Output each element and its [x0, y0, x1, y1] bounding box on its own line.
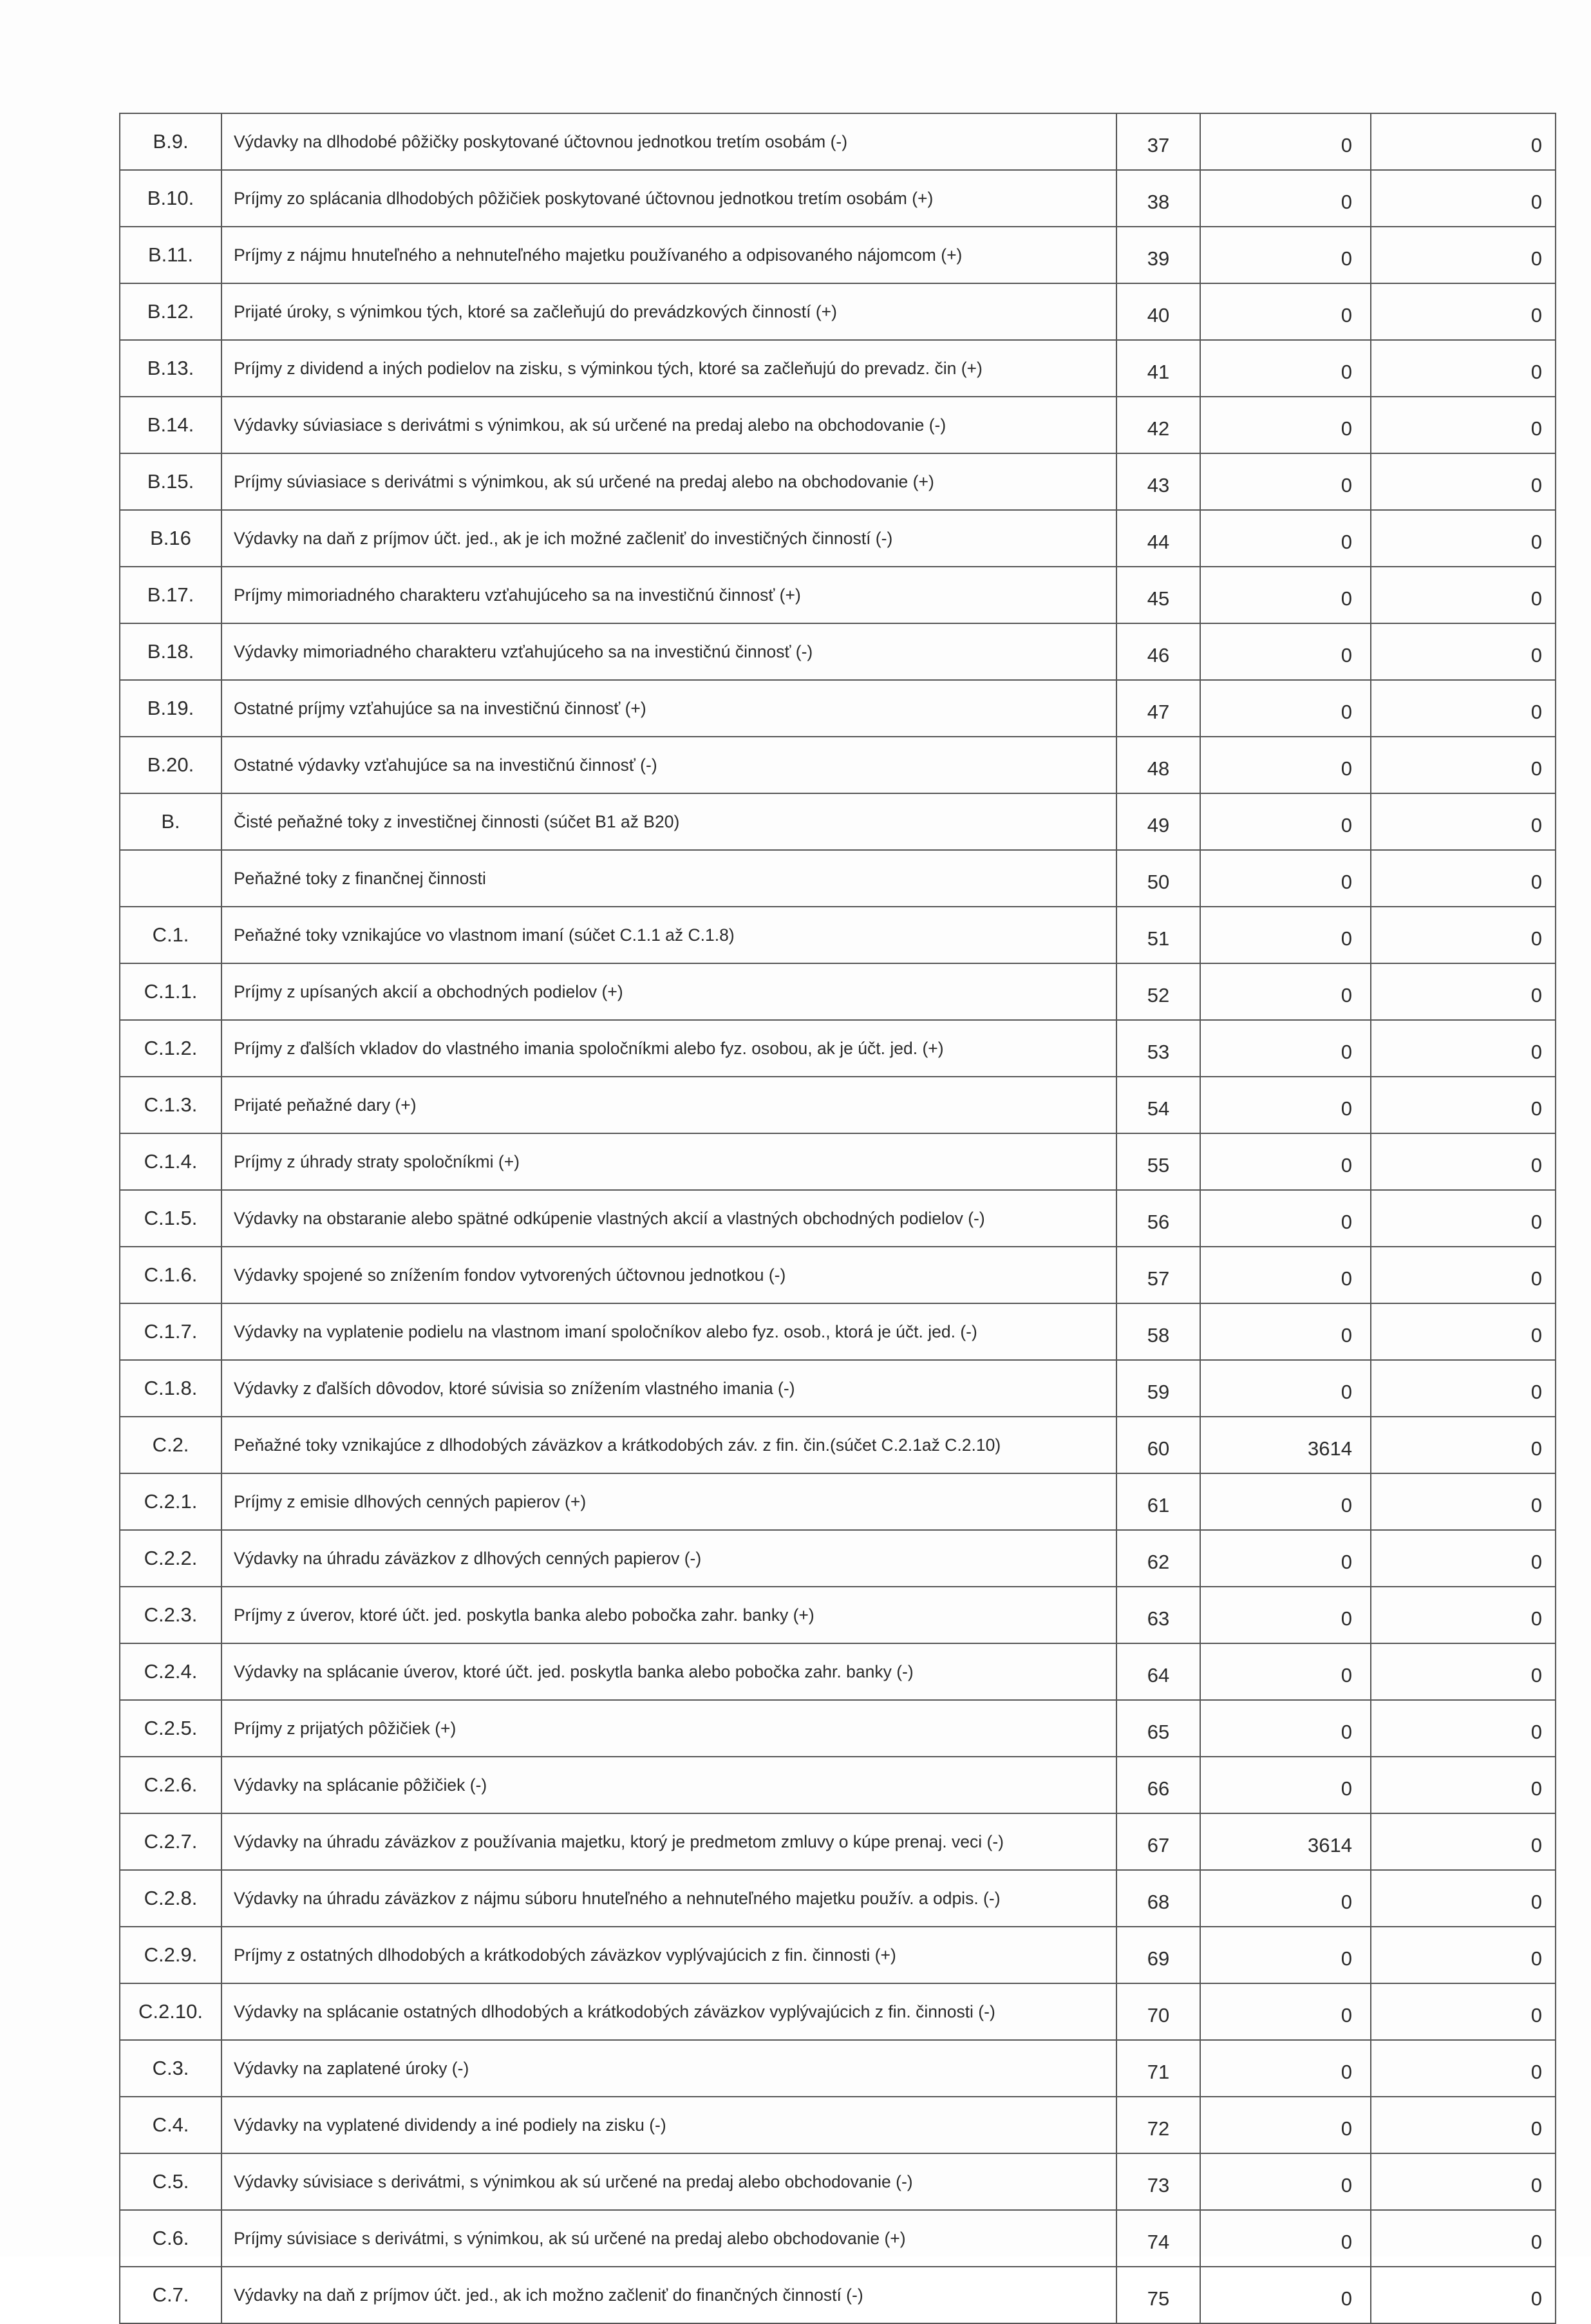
row-previous-period-value: 0 — [1371, 680, 1556, 737]
row-line-number: 41 — [1116, 340, 1200, 397]
row-current-period-value: 0 — [1200, 1247, 1371, 1303]
row-description: Príjmy mimoriadného charakteru vzťahujúceho sa na investičnú činnosť (+) — [221, 567, 1116, 623]
row-code: B.20. — [120, 737, 221, 793]
row-description: Výdavky z ďalších dôvodov, ktoré súvisia so znížením vlastného imania (-) — [221, 1360, 1116, 1417]
row-line-number: 62 — [1116, 1530, 1200, 1587]
table-row — [120, 2267, 1556, 2323]
row-description: Peňažné toky vznikajúce z dlhodobých záväzkov a krátkodobých záv. z fin. čin.(súčet C.2.1až C.2.10) — [221, 1417, 1116, 1473]
row-previous-period-value: 0 — [1371, 2153, 1556, 2210]
row-current-period-value: 0 — [1200, 567, 1371, 623]
table-row — [120, 170, 1556, 227]
table-row — [120, 1020, 1556, 1077]
row-line-number: 38 — [1116, 170, 1200, 227]
row-code: C.7. — [120, 2267, 221, 2323]
table-row — [120, 510, 1556, 567]
row-current-period-value: 0 — [1200, 2153, 1371, 2210]
table-row — [120, 1983, 1556, 2040]
row-code: C.2.1. — [120, 1473, 221, 1530]
row-current-period-value: 0 — [1200, 907, 1371, 963]
row-code — [120, 850, 221, 907]
table-row — [120, 2153, 1556, 2210]
row-previous-period-value: 0 — [1371, 1587, 1556, 1643]
row-description: Prijaté úroky, s výnimkou tých, ktoré sa začleňujú do prevádzkových činností (+) — [221, 283, 1116, 340]
row-line-number: 74 — [1116, 2210, 1200, 2267]
row-code: C.2.7. — [120, 1813, 221, 1870]
row-line-number: 56 — [1116, 1190, 1200, 1247]
table-row — [120, 1927, 1556, 1983]
row-current-period-value: 0 — [1200, 1303, 1371, 1360]
row-current-period-value: 0 — [1200, 623, 1371, 680]
row-description: Príjmy z nájmu hnuteľného a nehnuteľného majetku používaného a odpisovaného nájomcom (+) — [221, 227, 1116, 283]
row-code: C.1. — [120, 907, 221, 963]
row-line-number: 61 — [1116, 1473, 1200, 1530]
row-previous-period-value: 0 — [1371, 623, 1556, 680]
row-current-period-value: 0 — [1200, 680, 1371, 737]
row-previous-period-value: 0 — [1371, 1360, 1556, 1417]
row-line-number: 69 — [1116, 1927, 1200, 1983]
table-row — [120, 1417, 1556, 1473]
row-previous-period-value: 0 — [1371, 453, 1556, 510]
row-previous-period-value: 0 — [1371, 2097, 1556, 2153]
row-line-number: 46 — [1116, 623, 1200, 680]
row-code: C.1.7. — [120, 1303, 221, 1360]
table-row — [120, 623, 1556, 680]
row-line-number: 53 — [1116, 1020, 1200, 1077]
row-previous-period-value: 0 — [1371, 1927, 1556, 1983]
row-current-period-value: 3614 — [1200, 1813, 1371, 1870]
row-code: B.12. — [120, 283, 221, 340]
row-description: Prijaté peňažné dary (+) — [221, 1077, 1116, 1133]
cash-flow-table-body — [120, 113, 1556, 2323]
row-current-period-value: 0 — [1200, 1757, 1371, 1813]
row-previous-period-value: 0 — [1371, 793, 1556, 850]
row-code: C.3. — [120, 2040, 221, 2097]
row-code: C.4. — [120, 2097, 221, 2153]
table-row — [120, 737, 1556, 793]
table-row — [120, 1303, 1556, 1360]
row-description: Výdavky na vyplatené dividendy a iné podiely na zisku (-) — [221, 2097, 1116, 2153]
table-row — [120, 793, 1556, 850]
table-row — [120, 1247, 1556, 1303]
row-previous-period-value: 0 — [1371, 737, 1556, 793]
row-description: Výdavky spojené so znížením fondov vytvorených účtovnou jednotkou (-) — [221, 1247, 1116, 1303]
table-row — [120, 1360, 1556, 1417]
row-previous-period-value: 0 — [1371, 113, 1556, 170]
row-line-number: 63 — [1116, 1587, 1200, 1643]
table-row — [120, 283, 1556, 340]
row-description: Výdavky súvisiace s derivátmi, s výnimkou ak sú určené na predaj alebo obchodovanie (-) — [221, 2153, 1116, 2210]
row-line-number: 75 — [1116, 2267, 1200, 2323]
row-description: Výdavky na splácanie úverov, ktoré účt. jed. poskytla banka alebo pobočka zahr. banky (-) — [221, 1643, 1116, 1700]
row-description: Výdavky mimoriadného charakteru vzťahujúceho sa na investičnú činnosť (-) — [221, 623, 1116, 680]
row-description: Výdavky na dlhodobé pôžičky poskytované účtovnou jednotkou tretím osobám (-) — [221, 113, 1116, 170]
row-current-period-value: 0 — [1200, 453, 1371, 510]
row-code: C.2.4. — [120, 1643, 221, 1700]
row-previous-period-value: 0 — [1371, 340, 1556, 397]
row-current-period-value: 0 — [1200, 283, 1371, 340]
row-description: Výdavky na splácanie ostatných dlhodobých a krátkodobých záväzkov vyplývajúcich z fin. činnosti (-) — [221, 1983, 1116, 2040]
row-description: Výdavky na úhradu záväzkov z nájmu súboru hnuteľného a nehnuteľného majetku použív. a odpis. (-) — [221, 1870, 1116, 1927]
row-line-number: 51 — [1116, 907, 1200, 963]
table-row — [120, 2210, 1556, 2267]
row-code: B.9. — [120, 113, 221, 170]
row-description: Príjmy z ostatných dlhodobých a krátkodobých záväzkov vyplývajúcich z fin. činnosti (+) — [221, 1927, 1116, 1983]
row-current-period-value: 0 — [1200, 1077, 1371, 1133]
row-code: C.1.8. — [120, 1360, 221, 1417]
row-code: C.6. — [120, 2210, 221, 2267]
table-row — [120, 1587, 1556, 1643]
row-current-period-value: 0 — [1200, 2040, 1371, 2097]
row-current-period-value: 0 — [1200, 2267, 1371, 2323]
row-code: C.2.5. — [120, 1700, 221, 1757]
row-code: B.15. — [120, 453, 221, 510]
row-description: Príjmy z úverov, ktoré účt. jed. poskytla banka alebo pobočka zahr. banky (+) — [221, 1587, 1116, 1643]
row-line-number: 73 — [1116, 2153, 1200, 2210]
row-code: C.1.1. — [120, 963, 221, 1020]
row-previous-period-value: 0 — [1371, 1303, 1556, 1360]
table-row — [120, 1700, 1556, 1757]
row-description: Výdavky na úhradu záväzkov z dlhových cenných papierov (-) — [221, 1530, 1116, 1587]
row-code: C.2. — [120, 1417, 221, 1473]
row-previous-period-value: 0 — [1371, 510, 1556, 567]
row-current-period-value: 0 — [1200, 1587, 1371, 1643]
row-line-number: 55 — [1116, 1133, 1200, 1190]
row-current-period-value: 0 — [1200, 1530, 1371, 1587]
row-code: B.16 — [120, 510, 221, 567]
row-current-period-value: 0 — [1200, 2097, 1371, 2153]
table-row — [120, 227, 1556, 283]
row-previous-period-value: 0 — [1371, 1020, 1556, 1077]
row-previous-period-value: 0 — [1371, 1530, 1556, 1587]
row-line-number: 48 — [1116, 737, 1200, 793]
row-description: Príjmy z úhrady straty spoločníkmi (+) — [221, 1133, 1116, 1190]
row-previous-period-value: 0 — [1371, 283, 1556, 340]
row-current-period-value: 0 — [1200, 1700, 1371, 1757]
table-row — [120, 907, 1556, 963]
row-previous-period-value: 0 — [1371, 963, 1556, 1020]
row-description: Výdavky na daň z príjmov účt. jed., ak je ich možné začleniť do investičných činností (-) — [221, 510, 1116, 567]
row-line-number: 59 — [1116, 1360, 1200, 1417]
row-description: Ostatné výdavky vzťahujúce sa na investičnú činnosť (-) — [221, 737, 1116, 793]
table-row — [120, 1813, 1556, 1870]
row-line-number: 43 — [1116, 453, 1200, 510]
row-previous-period-value: 0 — [1371, 1643, 1556, 1700]
row-line-number: 52 — [1116, 963, 1200, 1020]
row-code: C.1.4. — [120, 1133, 221, 1190]
row-code: B.11. — [120, 227, 221, 283]
row-previous-period-value: 0 — [1371, 2040, 1556, 2097]
row-description: Peňažné toky z finančnej činnosti — [221, 850, 1116, 907]
row-previous-period-value: 0 — [1371, 1983, 1556, 2040]
row-line-number: 37 — [1116, 113, 1200, 170]
table-row — [120, 1757, 1556, 1813]
row-previous-period-value: 0 — [1371, 1757, 1556, 1813]
table-row — [120, 1133, 1556, 1190]
table-row — [120, 2040, 1556, 2097]
table-row — [120, 2097, 1556, 2153]
row-previous-period-value: 0 — [1371, 1190, 1556, 1247]
row-current-period-value: 0 — [1200, 397, 1371, 453]
table-row — [120, 113, 1556, 170]
row-code: C.1.6. — [120, 1247, 221, 1303]
row-line-number: 42 — [1116, 397, 1200, 453]
table-row — [120, 567, 1556, 623]
row-current-period-value: 0 — [1200, 113, 1371, 170]
row-description: Peňažné toky vznikajúce vo vlastnom imaní (súčet C.1.1 až C.1.8) — [221, 907, 1116, 963]
row-description: Ostatné príjmy vzťahujúce sa na investičnú činnosť (+) — [221, 680, 1116, 737]
row-description: Výdavky na zaplatené úroky (-) — [221, 2040, 1116, 2097]
row-line-number: 72 — [1116, 2097, 1200, 2153]
row-previous-period-value: 0 — [1371, 1133, 1556, 1190]
row-previous-period-value: 0 — [1371, 170, 1556, 227]
row-line-number: 66 — [1116, 1757, 1200, 1813]
row-line-number: 44 — [1116, 510, 1200, 567]
row-code: C.2.8. — [120, 1870, 221, 1927]
row-previous-period-value: 0 — [1371, 907, 1556, 963]
table-row — [120, 1643, 1556, 1700]
row-current-period-value: 0 — [1200, 2210, 1371, 2267]
row-code: B.14. — [120, 397, 221, 453]
row-previous-period-value: 0 — [1371, 227, 1556, 283]
row-description: Príjmy zo splácania dlhodobých pôžičiek poskytované účtovnou jednotkou tretím osobám (+) — [221, 170, 1116, 227]
row-previous-period-value: 0 — [1371, 1417, 1556, 1473]
row-description: Príjmy z ďalších vkladov do vlastného imania spoločníkmi alebo fyz. osobou, ak je účt. jed. (+) — [221, 1020, 1116, 1077]
row-current-period-value: 0 — [1200, 1643, 1371, 1700]
row-previous-period-value: 0 — [1371, 567, 1556, 623]
row-description: Príjmy z dividend a iných podielov na zisku, s výminkou tých, ktoré sa začleňujú do prevadz. čin (+) — [221, 340, 1116, 397]
row-current-period-value: 0 — [1200, 737, 1371, 793]
row-description: Výdavky na splácanie pôžičiek (-) — [221, 1757, 1116, 1813]
row-previous-period-value: 0 — [1371, 2210, 1556, 2267]
row-code: C.5. — [120, 2153, 221, 2210]
row-code: B.18. — [120, 623, 221, 680]
row-line-number: 64 — [1116, 1643, 1200, 1700]
row-line-number: 67 — [1116, 1813, 1200, 1870]
row-line-number: 65 — [1116, 1700, 1200, 1757]
row-current-period-value: 0 — [1200, 170, 1371, 227]
row-previous-period-value: 0 — [1371, 1077, 1556, 1133]
row-code: C.2.10. — [120, 1983, 221, 2040]
row-description: Príjmy z emisie dlhových cenných papierov (+) — [221, 1473, 1116, 1530]
table-row — [120, 340, 1556, 397]
row-line-number: 54 — [1116, 1077, 1200, 1133]
row-line-number: 71 — [1116, 2040, 1200, 2097]
row-code: C.1.3. — [120, 1077, 221, 1133]
row-current-period-value: 0 — [1200, 963, 1371, 1020]
row-previous-period-value: 0 — [1371, 2267, 1556, 2323]
row-code: B. — [120, 793, 221, 850]
row-code: C.2.9. — [120, 1927, 221, 1983]
row-description: Výdavky na obstaranie alebo spätné odkúpenie vlastných akcií a vlastných obchodných podielov (-) — [221, 1190, 1116, 1247]
row-current-period-value: 0 — [1200, 1870, 1371, 1927]
row-description: Príjmy z prijatých pôžičiek (+) — [221, 1700, 1116, 1757]
row-current-period-value: 0 — [1200, 1020, 1371, 1077]
row-line-number: 50 — [1116, 850, 1200, 907]
table-row — [120, 1077, 1556, 1133]
row-description: Výdavky na vyplatenie podielu na vlastnom imaní spoločníkov alebo fyz. osob., ktorá je účt. jed. (-) — [221, 1303, 1116, 1360]
row-current-period-value: 0 — [1200, 340, 1371, 397]
table-row — [120, 1190, 1556, 1247]
row-current-period-value: 0 — [1200, 510, 1371, 567]
row-current-period-value: 0 — [1200, 1360, 1371, 1417]
row-code: C.2.2. — [120, 1530, 221, 1587]
row-current-period-value: 0 — [1200, 1473, 1371, 1530]
row-line-number: 47 — [1116, 680, 1200, 737]
row-line-number: 39 — [1116, 227, 1200, 283]
row-code: C.2.6. — [120, 1757, 221, 1813]
table-row — [120, 1473, 1556, 1530]
row-current-period-value: 0 — [1200, 1190, 1371, 1247]
row-current-period-value: 0 — [1200, 1983, 1371, 2040]
row-code: B.19. — [120, 680, 221, 737]
row-current-period-value: 0 — [1200, 793, 1371, 850]
row-previous-period-value: 0 — [1371, 1247, 1556, 1303]
table-row — [120, 397, 1556, 453]
table-row — [120, 453, 1556, 510]
row-code: C.1.5. — [120, 1190, 221, 1247]
row-previous-period-value: 0 — [1371, 1870, 1556, 1927]
row-line-number: 40 — [1116, 283, 1200, 340]
row-previous-period-value: 0 — [1371, 850, 1556, 907]
row-current-period-value: 3614 — [1200, 1417, 1371, 1473]
row-code: C.1.2. — [120, 1020, 221, 1077]
row-code: B.10. — [120, 170, 221, 227]
row-line-number: 45 — [1116, 567, 1200, 623]
table-row — [120, 963, 1556, 1020]
row-code: B.17. — [120, 567, 221, 623]
row-line-number: 60 — [1116, 1417, 1200, 1473]
row-description: Príjmy súvisiace s derivátmi, s výnimkou, ak sú určené na predaj alebo obchodovanie (+) — [221, 2210, 1116, 2267]
row-description: Výdavky na úhradu záväzkov z používania majetku, ktorý je predmetom zmluvy o kúpe prenaj. veci (-) — [221, 1813, 1116, 1870]
row-description: Čisté peňažné toky z investičnej činnosti (súčet B1 až B20) — [221, 793, 1116, 850]
row-current-period-value: 0 — [1200, 1133, 1371, 1190]
row-current-period-value: 0 — [1200, 1927, 1371, 1983]
row-current-period-value: 0 — [1200, 227, 1371, 283]
row-code: C.2.3. — [120, 1587, 221, 1643]
row-line-number: 58 — [1116, 1303, 1200, 1360]
row-line-number: 68 — [1116, 1870, 1200, 1927]
row-line-number: 49 — [1116, 793, 1200, 850]
row-description: Príjmy z upísaných akcií a obchodných podielov (+) — [221, 963, 1116, 1020]
row-description: Výdavky súviasiace s derivátmi s výnimkou, ak sú určené na predaj alebo na obchodovanie (-) — [221, 397, 1116, 453]
row-previous-period-value: 0 — [1371, 1813, 1556, 1870]
row-previous-period-value: 0 — [1371, 1700, 1556, 1757]
table-row — [120, 1870, 1556, 1927]
row-line-number: 70 — [1116, 1983, 1200, 2040]
row-current-period-value: 0 — [1200, 850, 1371, 907]
row-description: Príjmy súviasiace s derivátmi s výnimkou, ak sú určené na predaj alebo na obchodovanie (+) — [221, 453, 1116, 510]
table-row — [120, 850, 1556, 907]
row-code: B.13. — [120, 340, 221, 397]
row-line-number: 57 — [1116, 1247, 1200, 1303]
table-row — [120, 680, 1556, 737]
row-previous-period-value: 0 — [1371, 397, 1556, 453]
row-description: Výdavky na daň z príjmov účt. jed., ak ich možno začleniť do finančných činností (-) — [221, 2267, 1116, 2323]
table-row — [120, 1530, 1556, 1587]
cash-flow-table — [119, 113, 1556, 2324]
row-previous-period-value: 0 — [1371, 1473, 1556, 1530]
